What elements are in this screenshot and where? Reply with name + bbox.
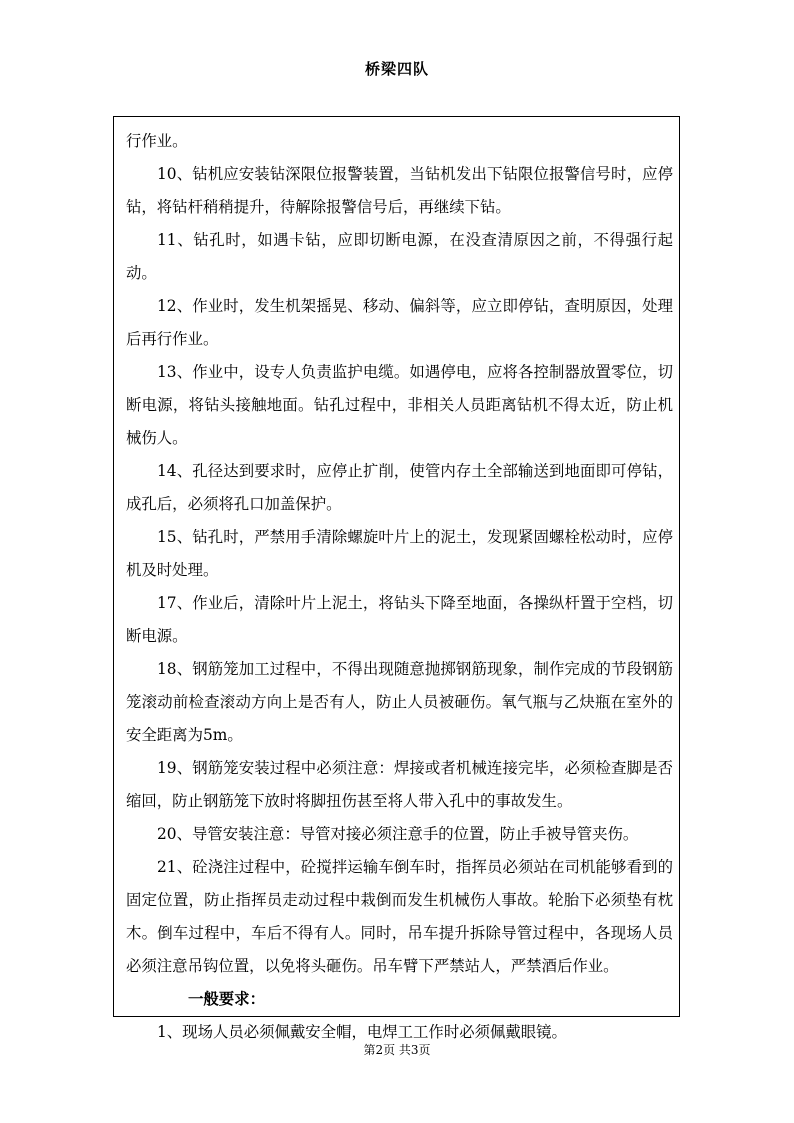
paragraph-item-15: 15、钻孔时，严禁用手清除螺旋叶片上的泥土，发现紧固螺栓松动时，应停机及时处理。 [126, 528, 673, 579]
paragraph-item-11: 11、钻孔时，如遇卡钻，应即切断电源，在没查清原因之前，不得强行起动。 [126, 231, 673, 282]
document-body [114, 117, 679, 1049]
paragraph-item-19: 19、钢筋笼安装过程中必须注意：焊接或者机械连接完毕，必须检查脚是否缩回，防止钢筋笼下放时将脚扭伤甚至将人带入孔中的事故发生。 [126, 759, 673, 810]
page-number: 第2页 共3页 [363, 1043, 431, 1057]
section-heading-general: 一般要求： [188, 990, 265, 1008]
paragraph-continuation: 行作业。 [126, 132, 188, 150]
paragraph-item-12: 12、作业时，发生机架摇晃、移动、偏斜等，应立即停钻，查明原因，处理后再行作业。 [126, 297, 673, 348]
paragraph-item-14: 14、孔径达到要求时，应停止扩削，使管内存土全部输送到地面即可停钻，成孔后，必须将孔口加盖保护。 [126, 462, 673, 513]
general-item-1: 1、现场人员必须佩戴安全帽，电焊工工作时必须佩戴眼镜。 [157, 1023, 567, 1041]
content-frame [113, 116, 680, 1041]
paragraph-item-18: 18、钢筋笼加工过程中，不得出现随意抛掷钢筋现象，制作完成的节段钢筋笼滚动前检查滚动方向上是否有人，防止人员被砸伤。氧气瓶与乙炔瓶在室外的安全距离为5m。 [126, 660, 673, 744]
paragraph-item-21: 21、砼浇注过程中，砼搅拌运输车倒车时，指挥员必须站在司机能够看到的固定位置，防止指挥员走动过程中栽倒而发生机械伤人事故。轮胎下必须垫有枕木。倒车过程中，车后不得有人。同时，吊车提升拆除导管过程中，各现场人员必须注意吊钩位置，以免将头砸伤。吊车臂下严禁站人，严禁酒后作业。 [126, 858, 673, 975]
page-header-title: 桥梁四队 [364, 60, 429, 78]
paragraph-item-20: 20、导管安装注意：导管对接必须注意手的位置，防止手被导管夹伤。 [157, 825, 639, 843]
paragraph-item-10: 10、钻机应安装钻深限位报警装置，当钻机发出下钻限位报警信号时，应停钻，将钻杆稍稍提升，待解除报警信号后，再继续下钻。 [126, 165, 673, 216]
paragraph-item-17: 17、作业后，清除叶片上泥土，将钻头下降至地面，各操纵杆置于空档，切断电源。 [126, 594, 673, 645]
paragraph-item-13: 13、作业中，设专人负责监护电缆。如遇停电，应将各控制器放置零位，切断电源，将钻头接触地面。钻孔过程中，非相关人员距离钻机不得太近，防止机械伤人。 [126, 363, 673, 447]
